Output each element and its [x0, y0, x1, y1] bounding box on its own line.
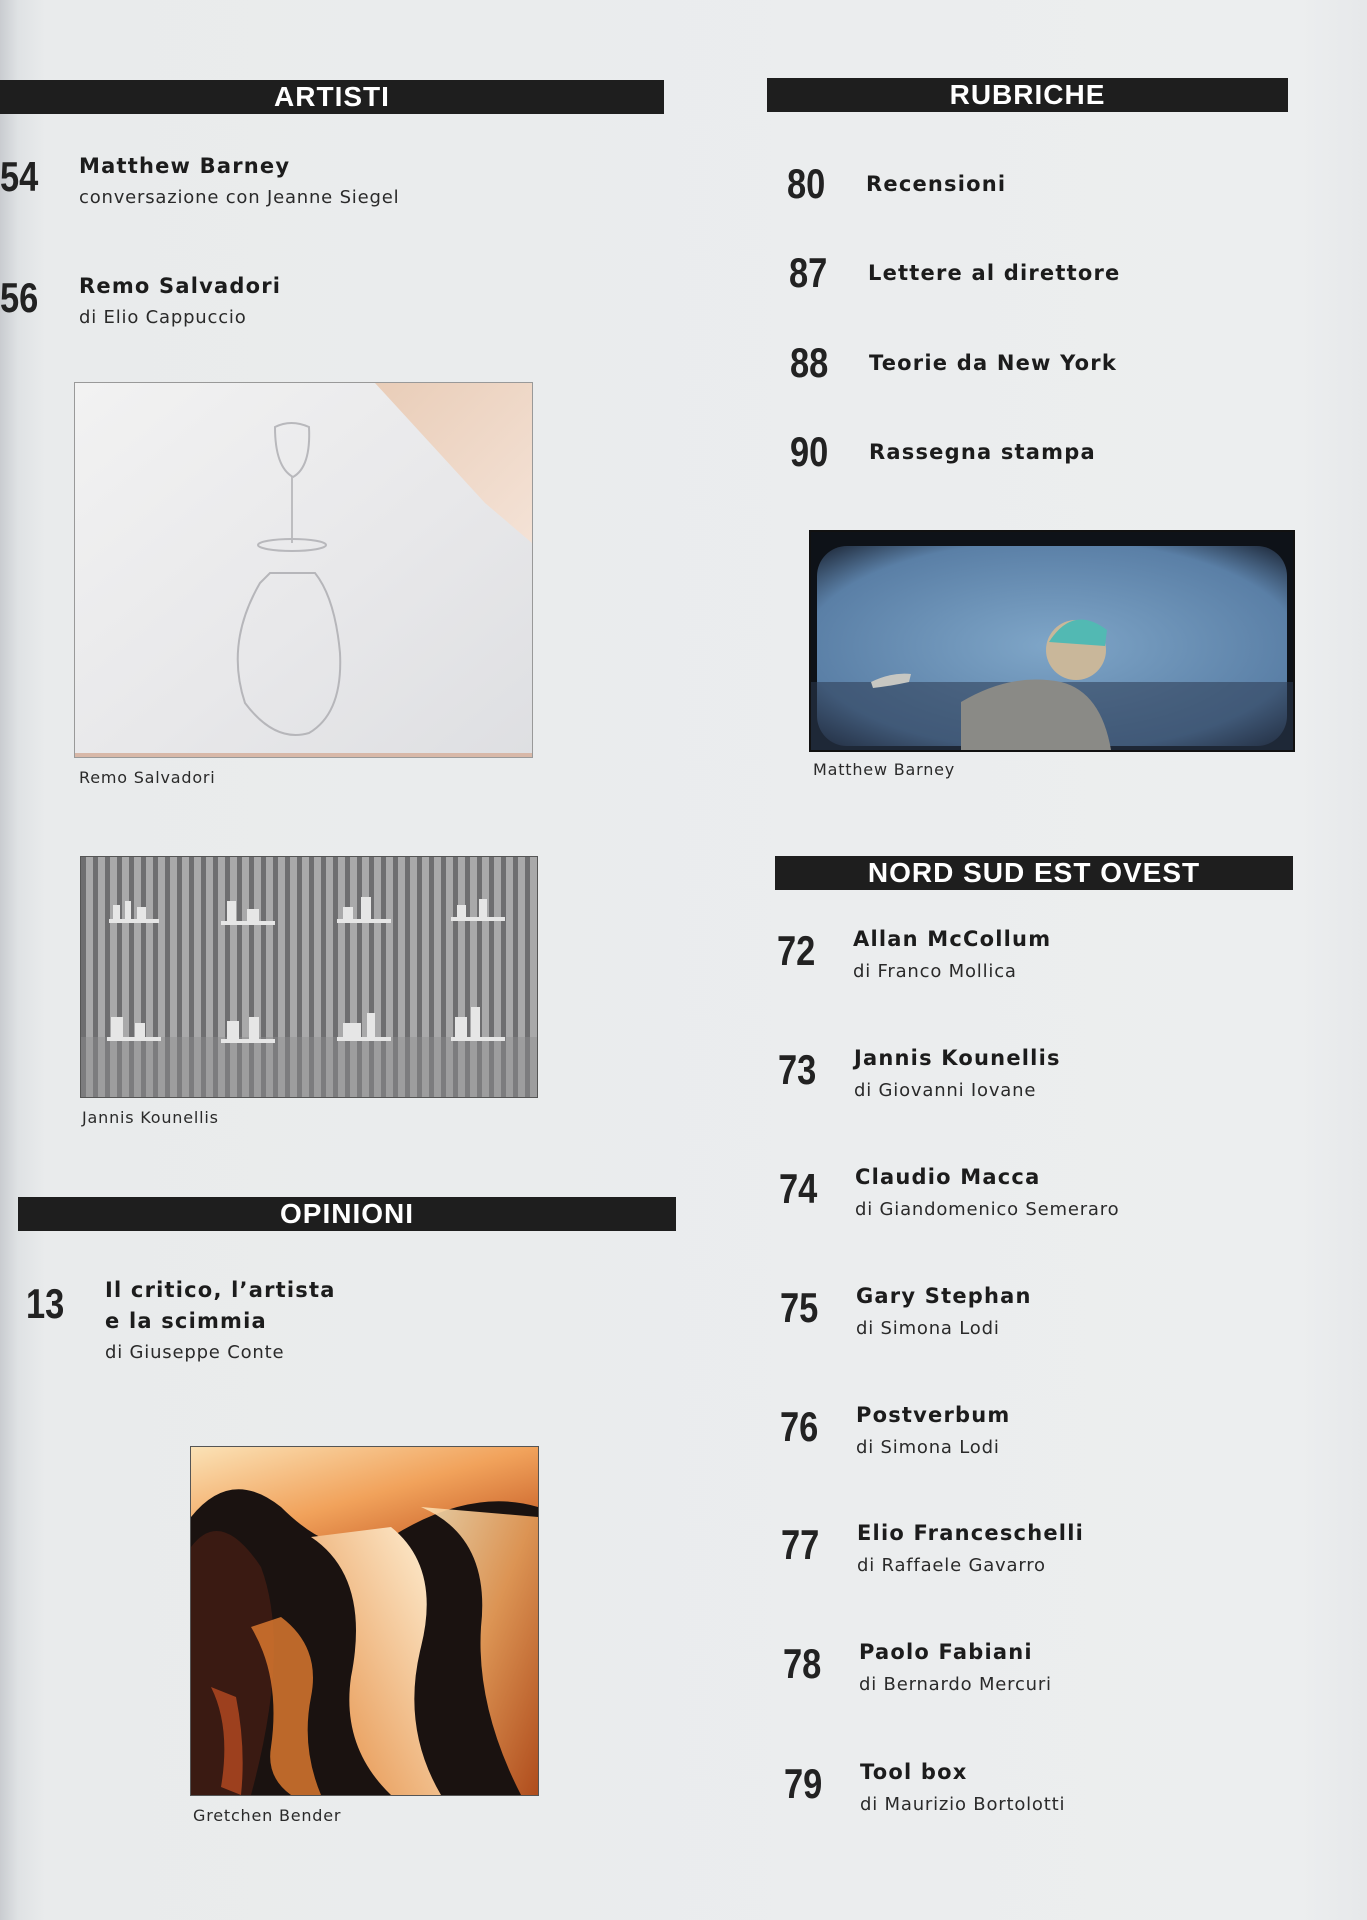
barney-photo	[809, 530, 1295, 752]
photo-caption: Jannis Kounellis	[82, 1108, 219, 1127]
entry-author: di Bernardo Mercuri	[859, 1674, 1052, 1695]
page-number: 73	[778, 1046, 817, 1093]
entry-author: di Giovanni Iovane	[854, 1080, 1037, 1101]
section-header-artisti	[0, 80, 664, 114]
entry-title: Claudio Macca	[855, 1165, 1041, 1189]
bender-photo	[190, 1446, 539, 1796]
entry-title: Matthew Barney	[79, 154, 291, 178]
photo-caption: Matthew Barney	[813, 760, 956, 779]
section-header-opinioni	[18, 1197, 676, 1231]
entry-title: Lettere al direttore	[868, 261, 1121, 285]
photo-caption: Remo Salvadori	[79, 768, 216, 787]
page-number: 79	[784, 1760, 823, 1807]
entry-title: Gary Stephan	[856, 1284, 1032, 1308]
entry-title: Postverbum	[856, 1403, 1011, 1427]
entry-title: Tool box	[860, 1760, 968, 1784]
page-number: 56	[0, 274, 39, 321]
page-number: 54	[0, 153, 39, 200]
section-title: RUBRICHE	[949, 79, 1106, 110]
entry-title: Jannis Kounellis	[854, 1046, 1061, 1070]
page-number: 13	[26, 1280, 65, 1327]
page-number: 88	[790, 339, 829, 386]
section-header-nord-sud-est-ovest	[775, 856, 1293, 890]
salvadori-photo	[74, 382, 533, 758]
entry-author: conversazione con Jeanne Siegel	[79, 187, 400, 208]
kounellis-photo	[80, 856, 538, 1098]
photo-caption: Gretchen Bender	[193, 1806, 342, 1825]
page-number: 74	[779, 1165, 818, 1212]
entry-author: di Maurizio Bortolotti	[860, 1794, 1066, 1815]
entry-title: Paolo Fabiani	[859, 1640, 1033, 1664]
section-title: ARTISTI	[274, 81, 390, 112]
entry-title: Allan McCollum	[853, 927, 1052, 951]
entry-author: di Simona Lodi	[856, 1318, 1000, 1339]
page-number: 80	[787, 160, 826, 207]
section-title: NORD SUD EST OVEST	[867, 857, 1201, 888]
entry-title: Teorie da New York	[869, 351, 1117, 375]
page-number: 72	[777, 927, 816, 974]
entry-author: di Giuseppe Conte	[105, 1342, 285, 1363]
page-number: 90	[790, 428, 829, 475]
entry-title: Recensioni	[866, 172, 1007, 196]
section-header-rubriche	[767, 78, 1288, 112]
entry-title: Remo Salvadori	[79, 274, 282, 298]
page-number: 77	[781, 1521, 820, 1568]
entry-author: di Simona Lodi	[856, 1437, 1000, 1458]
entry-author: di Elio Cappuccio	[79, 307, 247, 328]
page-number: 76	[780, 1403, 819, 1450]
entry-title: Rassegna stampa	[869, 440, 1096, 464]
page-number: 75	[780, 1284, 819, 1331]
entry-title-line: Il critico, l’artista	[105, 1278, 336, 1302]
entry-author: di Raffaele Gavarro	[857, 1555, 1046, 1576]
entry-author: di Giandomenico Semeraro	[855, 1199, 1120, 1220]
entry-title: Elio Franceschelli	[857, 1521, 1084, 1545]
page-number: 78	[783, 1640, 822, 1687]
page-number: 87	[789, 249, 828, 296]
entry-title-line: e la scimmia	[105, 1309, 267, 1333]
entry-author: di Franco Mollica	[853, 961, 1017, 982]
section-title: OPINIONI	[279, 1198, 414, 1229]
